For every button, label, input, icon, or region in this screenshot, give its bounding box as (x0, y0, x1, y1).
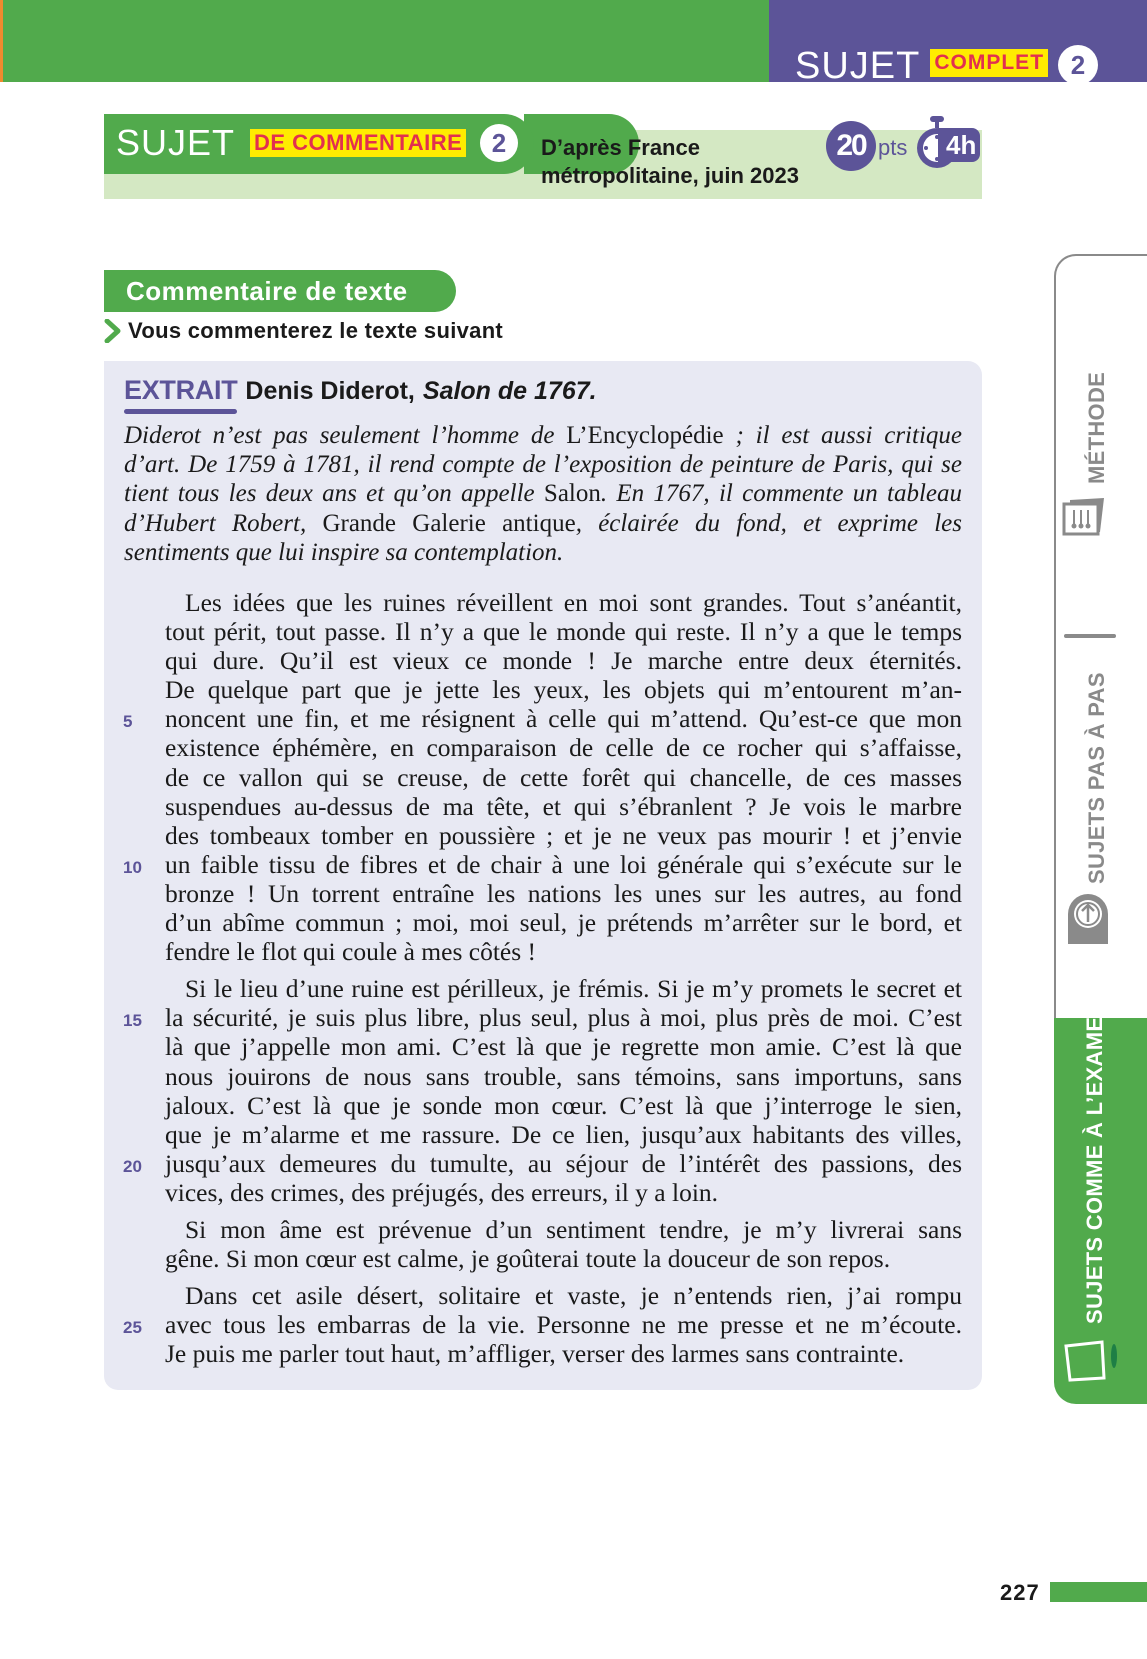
source-line-1: D’après France (541, 135, 700, 160)
line-text: Si mon âme est prévenue d’un sentiment tendre, je m’y livrerai sans (185, 1214, 962, 1244)
line-text: Si le lieu d’une ruine est périlleux, je frémis. Si je m’y promets le secret et (185, 974, 962, 1004)
text-line (165, 1032, 962, 1061)
line-text: jaloux. C’est là que je sonde mon cœur. C’est là que j’interroge le sien, (165, 1090, 962, 1120)
intro-run: Diderot n’est pas seulement l’homme de (124, 422, 567, 449)
intro-run: Salon (543, 480, 601, 508)
line-text: Je puis me parler tout haut, m’affliger, verser des larmes sans contrainte. (165, 1339, 905, 1369)
duration-badge (916, 114, 982, 174)
subject-sujet: SUJET (116, 122, 236, 163)
paragraph (165, 1215, 962, 1273)
line-text: avec tous les embarras de la vie. Personne ne me presse et ne m’écoute. (165, 1310, 962, 1340)
line-number: 10 (123, 857, 142, 877)
text-line (165, 588, 962, 617)
text-line (123, 1310, 962, 1340)
text-line (165, 1091, 962, 1120)
extract-box (104, 361, 982, 1390)
duration-value: 4h (938, 128, 980, 162)
line-number: 15 (123, 1011, 142, 1031)
line-number: 5 (123, 712, 133, 732)
chevron-right-icon (104, 319, 122, 343)
line-text: vices, des crimes, des préjugés, des erreurs, il y a loin. (165, 1177, 719, 1207)
text-line (165, 937, 962, 966)
intro-run: L’Encyclopédie (566, 422, 724, 449)
intro-run: Grande Galerie antique (322, 509, 576, 537)
line-text: fendre le flot qui coule à mes côtés ! (165, 937, 537, 967)
line-text: suspendues au-dessus de ma tête, et qui s’ébranlent ? Je vois le marbre (165, 791, 962, 821)
line-text: tout périt, tout passe. Il n’y a que le monde qui reste. Il n’y a que le temps (165, 617, 962, 647)
text-line (165, 1215, 962, 1244)
instruction-text: Vous commenterez le texte suivant (128, 318, 504, 343)
intro-run: , éclairée du fond, et exprime les sentiments que lui inspire sa contemplation. (124, 509, 962, 566)
header-number-badge: 2 (1058, 45, 1098, 82)
extract-author: Denis Diderot, (245, 377, 415, 405)
text-line (165, 617, 962, 646)
line-text: que je m’alarme et me rassure. De ce lien, jusqu’aux habitants des villes, (165, 1119, 962, 1149)
line-text: De quelque part que je jette les yeux, les objets qui m’entourent m’an- (165, 675, 962, 705)
tab-sujets-comme-a-l-examen[interactable]: SUJETS COMME À L’EXAMEN (1082, 1000, 1107, 1324)
tab-sujets-pas-a-pas[interactable]: SUJETS PAS À PAS (1084, 672, 1109, 884)
page-number: 227 (1000, 1580, 1040, 1605)
text-line (123, 1148, 962, 1178)
subject-tag: DE COMMENTAIRE (250, 129, 466, 157)
header-title (795, 44, 1098, 82)
orange-edge (0, 0, 3, 82)
line-text: d’un abîme commun ; moi, moi seul, je prétends m’arrêter sur le bord, et (165, 908, 962, 938)
page-bar (1050, 1582, 1147, 1602)
text-line (165, 1120, 962, 1149)
paragraph (123, 974, 962, 1207)
points-unit: pts (878, 135, 908, 160)
line-text: existence éphémère, en comparaison de celle de ce rocher qui s’affaisse, (165, 733, 962, 763)
text-line (165, 1244, 962, 1273)
line-text: Les idées que les ruines réveillent en moi sont grandes. Tout s’anéantit, (185, 588, 962, 617)
text-line (165, 879, 962, 908)
line-text: bronze ! Un torrent entraîne les nations les unes sur les autres, au fond (165, 878, 962, 908)
text-line (165, 675, 962, 704)
side-tabs (1054, 254, 1147, 1404)
text-line (165, 1062, 962, 1091)
tab-divider (1064, 634, 1116, 638)
subject-number-badge: 2 (480, 124, 518, 162)
section-title: Commentaire de texte (104, 270, 456, 312)
header-sujet: SUJET (795, 45, 921, 82)
text-line (165, 908, 962, 937)
text-line (123, 1003, 962, 1033)
line-text: la sécurité, je suis plus libre, plus seul, plus à moi, plus près de moi. C’est (165, 1003, 962, 1033)
subject-banner (104, 114, 982, 199)
line-text: nous jouirons de nous sans trouble, sans témoins, sans importuns, sans (165, 1061, 962, 1091)
line-text: Dans cet asile désert, solitaire et vaste, je n’entends rien, j’ai rompu (185, 1281, 962, 1311)
text-line (165, 821, 962, 850)
arrow-up-circle-icon (1066, 892, 1110, 946)
line-text: qui dure. Qu’il est vieux ce monde ! Je marche entre deux éternités. (165, 646, 962, 676)
source-line-2: métropolitaine, juin 2023 (541, 163, 799, 188)
text-line (123, 849, 962, 879)
subject-source (541, 134, 799, 190)
paragraph (123, 588, 962, 967)
text-line (165, 763, 962, 792)
tab-methode[interactable]: MÉTHODE (1084, 371, 1109, 484)
text-line (165, 1281, 962, 1310)
line-number: 20 (123, 1156, 142, 1176)
extract-label: EXTRAIT (124, 375, 238, 405)
text-line (165, 792, 962, 821)
exam-sheet-icon (1062, 1334, 1122, 1382)
line-text: un faible tissu de fibres et de chair à une loi générale qui s’exécute sur le (165, 849, 962, 879)
intro-run: ; il est aussi critique d’art. De 1759 à 1781, il rend compte de l’exposition de peinture de Paris, qui se tient tous les deux ans et qu’on appelle (124, 422, 962, 508)
line-text: des tombeaux tomber en poussière ; et je ne veux pas mourir ! et j’envie (165, 820, 962, 850)
extract-intro (124, 421, 962, 567)
text-line (165, 1178, 962, 1207)
points-value: 20 (826, 121, 876, 171)
points-badge (826, 121, 907, 171)
method-icon (1062, 494, 1106, 536)
line-text: jusqu’aux demeures du tumulte, au séjour de l’intérêt des passions, des (165, 1148, 962, 1178)
text-line (165, 974, 962, 1003)
extract-text (104, 588, 982, 1376)
instruction (104, 318, 503, 344)
line-number: 25 (123, 1318, 142, 1338)
text-line (165, 1339, 962, 1368)
line-text: de ce vallon qui se creuse, de cette forêt qui chancelle, de ces masses (165, 762, 962, 792)
text-line (123, 704, 962, 734)
line-text: noncent une fin, et me résignent à celle qui m’attend. Qu’est-ce que mon (165, 704, 962, 734)
paragraph (123, 1281, 962, 1369)
line-text: gêne. Si mon cœur est calme, je goûterai toute la douceur de son repos. (165, 1244, 891, 1274)
header-tag: COMPLET (930, 49, 1048, 76)
text-line (165, 646, 962, 675)
line-text: là que j’appelle mon ami. C’est là que je regrette mon amie. C’est là que (165, 1032, 962, 1062)
extract-work: Salon de 1767. (422, 377, 597, 405)
extract-header (124, 375, 597, 406)
text-line (165, 733, 962, 762)
intro-run: . En 1767, il commente un tableau d’Hubert Robert, (124, 480, 962, 537)
